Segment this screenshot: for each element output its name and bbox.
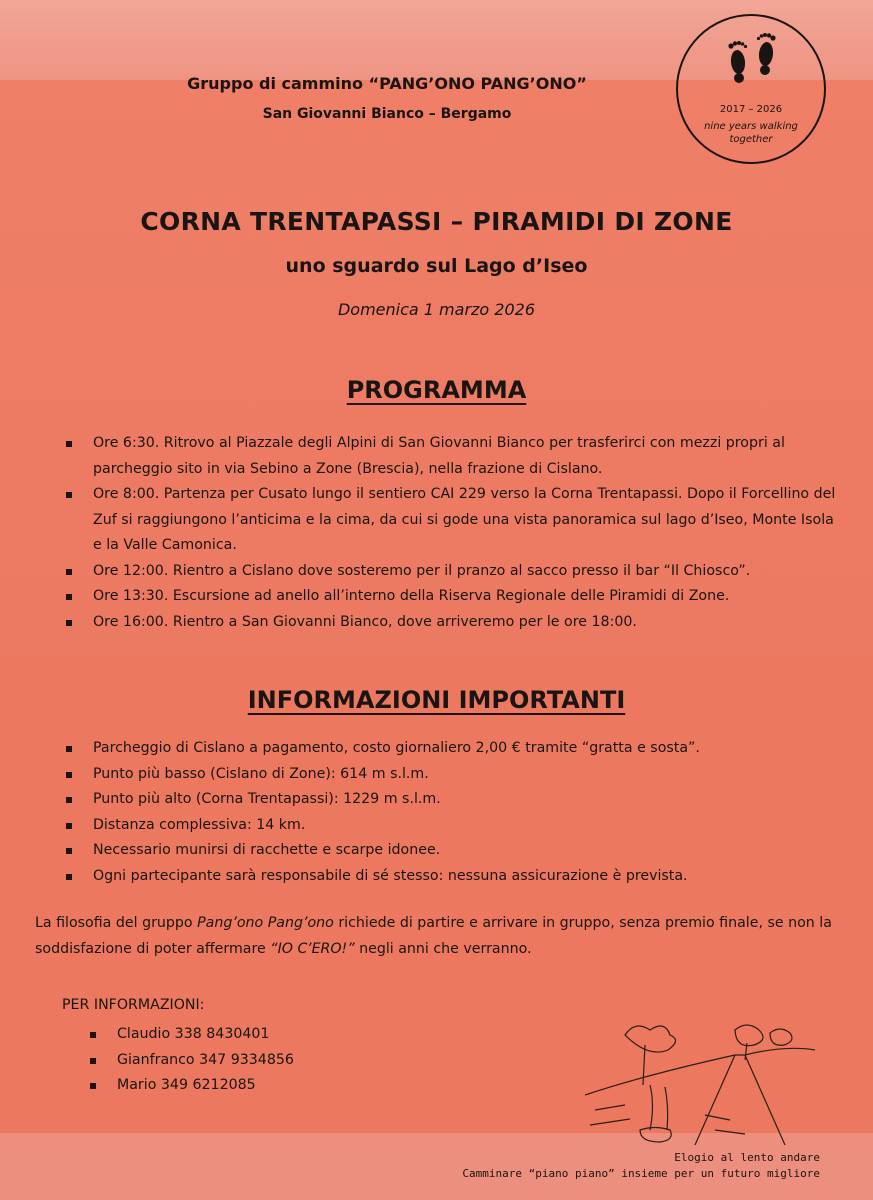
contact-item: Gianfranco 347 9334856 bbox=[90, 1048, 410, 1074]
group-name-italic: Pang’ono Pang’ono bbox=[197, 915, 334, 931]
group-location: San Giovanni Bianco – Bergamo bbox=[262, 106, 512, 122]
list-item: Ore 6:30. Ritrovo al Piazzale degli Alpini di San Giovanni Bianco per trasferirci con mezzi propri al parcheggio sito in via Sebino a Zone (Brescia), nella frazione di Cislano. bbox=[66, 431, 836, 482]
list-item: Ogni partecipante sarà responsabile di sé stesso: nessuna assicurazione è prevista. bbox=[66, 864, 836, 890]
contacts-heading: PER INFORMAZIONI: bbox=[62, 997, 205, 1013]
list-item: Punto più alto (Corna Trentapassi): 1229 m s.l.m. bbox=[66, 787, 836, 813]
footprints-icon bbox=[722, 28, 784, 84]
badge-years: 2017 – 2026 bbox=[719, 104, 783, 115]
list-item: Ore 12:00. Rientro a Cislano dove sosteremo per il pranzo al sacco presso il bar “Il Chiosco”. bbox=[66, 559, 836, 585]
list-item: Ore 8:00. Partenza per Cusato lungo il sentiero CAI 229 verso la Corna Trentapassi. Dopo il Forcellino del Zuf si raggiungono l’anticima e la cima, da cui si gode una vista panoramica sul lago d’Iseo, Monte Isola e la Valle Camonica. bbox=[66, 482, 836, 559]
event-subtitle: uno sguardo sul Lago d’Iseo bbox=[285, 255, 588, 277]
group-name: “PANG’ONO PANG’ONO” bbox=[368, 74, 587, 93]
programma-heading: PROGRAMMA bbox=[346, 376, 527, 404]
quote-text: “IO C’ERO!” bbox=[270, 940, 355, 957]
list-item: Distanza complessiva: 14 km. bbox=[66, 813, 836, 839]
badge-motto: nine years walking together bbox=[704, 121, 798, 145]
list-item: Ore 13:30. Escursione ad anello all’interno della Riserva Regionale delle Piramidi di Zone. bbox=[66, 584, 836, 610]
walking-path-illustration bbox=[585, 1015, 815, 1145]
contact-item: Mario 349 6212085 bbox=[90, 1073, 410, 1099]
informazioni-heading: INFORMAZIONI IMPORTANTI bbox=[247, 686, 626, 714]
footer-line-1: Elogio al lento andare bbox=[674, 1151, 820, 1164]
footer-line-2: Camminare “piano piano” insieme per un futuro migliore bbox=[462, 1167, 820, 1180]
list-item: Ore 16:00. Rientro a San Giovanni Bianco, dove arriveremo per le ore 18:00. bbox=[66, 610, 836, 636]
event-title: CORNA TRENTAPASSI – PIRAMIDI DI ZONE bbox=[140, 207, 733, 236]
philosophy-paragraph: La filosofia del gruppo Pang’ono Pang’ono richiede di partire e arrivare in gruppo, senza premio finale, se non la soddisfazione di poter affermare “IO C’ERO!” negli anni che verranno. bbox=[35, 915, 832, 957]
contacts-list bbox=[90, 1022, 410, 1099]
anniversary-badge bbox=[676, 14, 826, 164]
list-item: Punto più basso (Cislano di Zone): 614 m s.l.m. bbox=[66, 762, 836, 788]
event-date: Domenica 1 marzo 2026 bbox=[337, 300, 536, 319]
list-item: Parcheggio di Cislano a pagamento, costo giornaliero 2,00 € tramite “gratta e sosta”. bbox=[66, 736, 836, 762]
group-header: Gruppo di cammino “PANG’ONO PANG’ONO” bbox=[187, 74, 587, 93]
programma-list bbox=[66, 431, 836, 635]
contact-item: Claudio 338 8430401 bbox=[90, 1022, 410, 1048]
informazioni-list bbox=[66, 736, 836, 889]
list-item: Necessario munirsi di racchette e scarpe idonee. bbox=[66, 838, 836, 864]
